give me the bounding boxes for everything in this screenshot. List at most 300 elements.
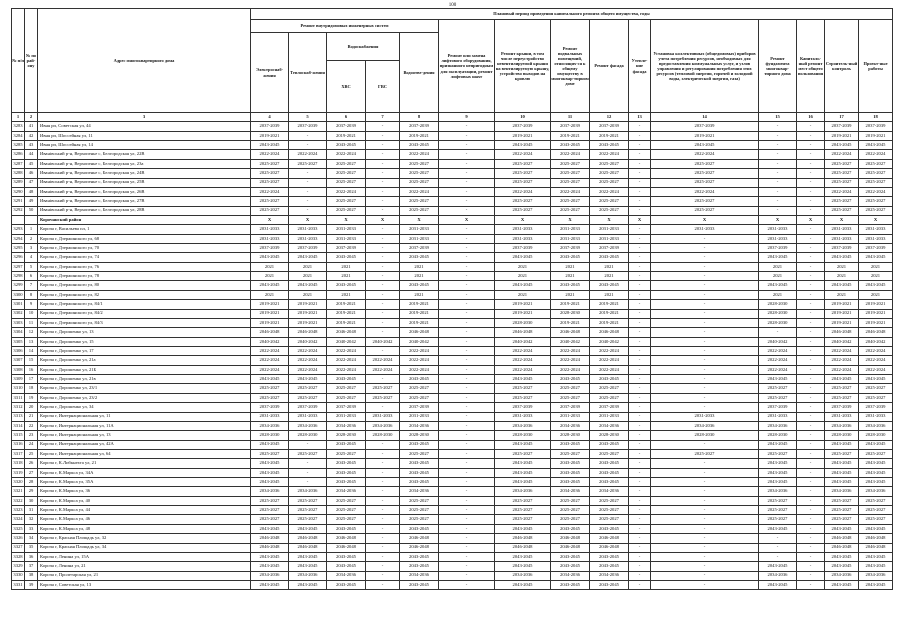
table-cell: - bbox=[366, 131, 400, 140]
table-cell: 2022-2024 bbox=[289, 356, 327, 365]
table-cell: - bbox=[439, 290, 495, 299]
table-cell: - bbox=[366, 253, 400, 262]
address-cell: Короча г, К.Маркса ул, 46 bbox=[38, 515, 251, 524]
table-cell: 2025-2027 bbox=[859, 515, 893, 524]
table-cell: 2034-2036 bbox=[859, 421, 893, 430]
table-cell: 2022-2024 bbox=[327, 365, 366, 374]
table-cell: 3290 bbox=[12, 187, 25, 196]
table-cell: 2025-2027 bbox=[495, 506, 551, 515]
table-cell: 2043-2045 bbox=[551, 524, 590, 533]
table-cell: 2043-2045 bbox=[551, 440, 590, 449]
address-cell: Короча г, Дзержинского ул, 78 bbox=[38, 272, 251, 281]
table-cell: 2043-2045 bbox=[251, 375, 289, 384]
table-cell: 2031-2033 bbox=[366, 412, 400, 421]
table-cell: 2040-2042 bbox=[859, 337, 893, 346]
table-cell: - bbox=[439, 131, 495, 140]
table-row bbox=[12, 478, 893, 487]
table-cell: 2025-2027 bbox=[289, 393, 327, 402]
table-cell: 3284 bbox=[12, 131, 25, 140]
table-cell: 2043-2045 bbox=[825, 141, 859, 150]
table-cell: 29 bbox=[25, 487, 38, 496]
table-cell: 3330 bbox=[12, 571, 25, 580]
table-cell: 2034-2036 bbox=[590, 421, 629, 430]
table-cell: 2022-2024 bbox=[495, 365, 551, 374]
table-cell: 2034-2036 bbox=[366, 421, 400, 430]
table-cell: - bbox=[289, 478, 327, 487]
table-cell: - bbox=[797, 169, 825, 178]
table-cell: - bbox=[439, 187, 495, 196]
table-cell: 2025-2027 bbox=[651, 178, 759, 187]
table-cell: 2025-2027 bbox=[551, 169, 590, 178]
table-cell: 2043-2045 bbox=[495, 524, 551, 533]
col-header-address: Адрес многоквартирного дома bbox=[38, 9, 251, 113]
table-cell: 2022-2024 bbox=[495, 346, 551, 355]
table-cell: 3303 bbox=[12, 318, 25, 327]
table-cell: - bbox=[629, 122, 651, 131]
table-cell: - bbox=[651, 393, 759, 402]
table-cell: 2021 bbox=[495, 272, 551, 281]
table-cell: 2043-2045 bbox=[327, 524, 366, 533]
table-cell: 3321 bbox=[12, 487, 25, 496]
table-cell: - bbox=[797, 580, 825, 589]
table-cell: 2022-2024 bbox=[400, 150, 439, 159]
table-row bbox=[12, 487, 893, 496]
table-cell: - bbox=[629, 506, 651, 515]
table-cell: 2037-2039 bbox=[495, 244, 551, 253]
table-cell: - bbox=[366, 346, 400, 355]
table-cell: - bbox=[651, 290, 759, 299]
table-row bbox=[12, 449, 893, 458]
table-cell: - bbox=[439, 515, 495, 524]
table-cell: 2034-2036 bbox=[251, 571, 289, 580]
table-cell: - bbox=[439, 468, 495, 477]
table-row bbox=[12, 309, 893, 318]
column-number: 14 bbox=[651, 113, 759, 122]
address-cell: Короча г, Пролетарская ул, 21 bbox=[38, 571, 251, 580]
table-cell: 2022-2024 bbox=[251, 346, 289, 355]
table-cell: 3292 bbox=[12, 206, 25, 215]
table-cell: - bbox=[366, 524, 400, 533]
table-cell: 2034-2036 bbox=[825, 421, 859, 430]
table-cell: 2028-2030 bbox=[551, 431, 590, 440]
table-cell: - bbox=[797, 281, 825, 290]
table-cell: 2022-2024 bbox=[289, 346, 327, 355]
table-cell: 2025-2027 bbox=[759, 449, 797, 458]
table-cell: 2043-2045 bbox=[590, 524, 629, 533]
table-cell: 2025-2027 bbox=[400, 197, 439, 206]
table-row bbox=[12, 234, 893, 243]
table-cell: - bbox=[439, 225, 495, 234]
table-cell: 2046-2048 bbox=[590, 534, 629, 543]
table-cell: - bbox=[651, 552, 759, 561]
table-cell: - bbox=[366, 159, 400, 168]
table-cell: 2043-2045 bbox=[590, 281, 629, 290]
table-cell: 2021 bbox=[825, 272, 859, 281]
table-cell: 2031-2033 bbox=[495, 412, 551, 421]
table-cell: 2043-2045 bbox=[400, 524, 439, 533]
table-cell: X bbox=[251, 215, 289, 224]
table-cell: 22 bbox=[25, 421, 38, 430]
table-cell: 2043-2045 bbox=[289, 580, 327, 589]
table-cell: - bbox=[629, 412, 651, 421]
table-cell: 2043-2045 bbox=[590, 562, 629, 571]
table-cell: 20 bbox=[25, 403, 38, 412]
table-cell: 2028-2030 bbox=[759, 431, 797, 440]
table-cell: 2025-2027 bbox=[590, 206, 629, 215]
table-cell: 2025-2027 bbox=[327, 178, 366, 187]
table-cell: 2019-2021 bbox=[327, 131, 366, 140]
table-cell: 2037-2039 bbox=[251, 122, 289, 131]
table-cell: 2019-2021 bbox=[289, 300, 327, 309]
table-cell: - bbox=[366, 225, 400, 234]
table-cell: - bbox=[651, 468, 759, 477]
table-cell: 2025-2027 bbox=[251, 449, 289, 458]
table-cell: - bbox=[366, 468, 400, 477]
table-cell: - bbox=[366, 543, 400, 552]
table-cell: - bbox=[759, 150, 797, 159]
table-cell: - bbox=[797, 375, 825, 384]
table-cell: 2022-2024 bbox=[366, 356, 400, 365]
table-cell: 2040-2042 bbox=[825, 337, 859, 346]
table-cell: 2043-2045 bbox=[590, 440, 629, 449]
table-cell: - bbox=[797, 478, 825, 487]
table-cell: 2025-2027 bbox=[825, 206, 859, 215]
table-cell: - bbox=[797, 449, 825, 458]
table-cell: 3297 bbox=[12, 262, 25, 271]
table-cell: 2043-2045 bbox=[400, 459, 439, 468]
table-cell: - bbox=[629, 403, 651, 412]
table-cell: X bbox=[439, 215, 495, 224]
table-cell: 2043-2045 bbox=[251, 281, 289, 290]
table-row bbox=[12, 580, 893, 589]
table-cell: 3311 bbox=[12, 393, 25, 402]
table-cell: 2025-2027 bbox=[327, 159, 366, 168]
table-cell: - bbox=[651, 524, 759, 533]
district-header-row bbox=[12, 215, 893, 224]
table-cell: 2043-2045 bbox=[327, 375, 366, 384]
table-cell: - bbox=[629, 468, 651, 477]
table-cell: 2019-2021 bbox=[251, 131, 289, 140]
table-cell: 2019-2021 bbox=[590, 318, 629, 327]
table-cell: - bbox=[797, 571, 825, 580]
address-cell: Короча г, К.Маркса ул, 34А bbox=[38, 468, 251, 477]
page-number: 100 bbox=[448, 3, 457, 8]
table-cell: - bbox=[439, 309, 495, 318]
table-cell: 2025-2027 bbox=[251, 169, 289, 178]
table-cell: 3319 bbox=[12, 468, 25, 477]
table-row bbox=[12, 150, 893, 159]
table-cell: 9 bbox=[25, 300, 38, 309]
table-cell: 4 bbox=[25, 253, 38, 262]
table-cell: 37 bbox=[25, 562, 38, 571]
address-cell: Короча г, Дорошенко ул, 17 bbox=[38, 346, 251, 355]
table-cell: - bbox=[439, 253, 495, 262]
table-cell: X bbox=[327, 215, 366, 224]
address-cell: Короча г, Красная Площадь ул, 34 bbox=[38, 543, 251, 552]
table-cell: X bbox=[551, 215, 590, 224]
table-cell: 2037-2039 bbox=[289, 122, 327, 131]
table-cell: 2043-2045 bbox=[825, 562, 859, 571]
table-cell: 2025-2027 bbox=[289, 515, 327, 524]
table-row bbox=[12, 468, 893, 477]
table-cell: - bbox=[629, 449, 651, 458]
table-cell: 2025-2027 bbox=[551, 393, 590, 402]
table-cell: - bbox=[797, 309, 825, 318]
table-cell: - bbox=[366, 534, 400, 543]
table-cell: 2022-2024 bbox=[759, 346, 797, 355]
table-cell: 2043-2045 bbox=[859, 552, 893, 561]
table-row bbox=[12, 187, 893, 196]
plan-period-title: Плановый период проведения капитального ремонта общего имущества, годы bbox=[251, 9, 893, 20]
table-cell: - bbox=[651, 543, 759, 552]
table-cell: 3316 bbox=[12, 440, 25, 449]
table-cell: 2025-2027 bbox=[327, 449, 366, 458]
table-cell: - bbox=[629, 524, 651, 533]
table-cell: 21 bbox=[25, 412, 38, 421]
table-cell: 2019-2021 bbox=[327, 309, 366, 318]
table-cell: - bbox=[651, 571, 759, 580]
table-cell: 2031-2033 bbox=[759, 412, 797, 421]
table-row bbox=[12, 206, 893, 215]
column-number: 10 bbox=[495, 113, 551, 122]
table-cell: 2043-2045 bbox=[859, 478, 893, 487]
table-cell: 2021 bbox=[825, 262, 859, 271]
table-cell: 3296 bbox=[12, 253, 25, 262]
table-cell: 2034-2036 bbox=[289, 571, 327, 580]
table-cell: 2043-2045 bbox=[759, 580, 797, 589]
address-cell: Короча г, Дорошенко ул, 21Б bbox=[38, 365, 251, 374]
table-cell: - bbox=[629, 318, 651, 327]
table-cell: - bbox=[797, 197, 825, 206]
address-cell: Короча г, Дорошенко ул, 21а bbox=[38, 356, 251, 365]
table-cell: - bbox=[759, 328, 797, 337]
table-cell: 2021 bbox=[859, 262, 893, 271]
table-cell: - bbox=[797, 506, 825, 515]
table-cell: 15 bbox=[25, 356, 38, 365]
table-cell: - bbox=[439, 534, 495, 543]
table-cell: - bbox=[629, 571, 651, 580]
table-cell: 2019-2021 bbox=[551, 300, 590, 309]
table-cell: - bbox=[439, 478, 495, 487]
table-cell: 2043-2045 bbox=[759, 253, 797, 262]
address-cell: Короча г, Ленина ул, 15А bbox=[38, 552, 251, 561]
table-cell: 2019-2021 bbox=[859, 300, 893, 309]
col-header-roof: Ремонт крыши, в том числе переустройство невентилируемой крыши на вентилируемую крышу, устройство выходов на кровлю bbox=[495, 20, 551, 113]
table-cell: - bbox=[629, 393, 651, 402]
table-cell: 2025-2027 bbox=[327, 206, 366, 215]
table-cell: 2043-2045 bbox=[551, 562, 590, 571]
table-cell: 2021 bbox=[590, 262, 629, 271]
table-cell: 2025-2027 bbox=[400, 515, 439, 524]
table-row bbox=[12, 571, 893, 580]
table-cell: 3304 bbox=[12, 328, 25, 337]
table-cell: 2021 bbox=[289, 272, 327, 281]
table-cell: - bbox=[797, 225, 825, 234]
table-cell: - bbox=[629, 300, 651, 309]
table-cell: 2043-2045 bbox=[251, 580, 289, 589]
table-row bbox=[12, 141, 893, 150]
table-cell: 2021 bbox=[495, 262, 551, 271]
table-cell: 2019-2021 bbox=[590, 300, 629, 309]
table-cell: 31 bbox=[25, 506, 38, 515]
table-row bbox=[12, 459, 893, 468]
table-cell: 2021 bbox=[327, 272, 366, 281]
table-cell: 2019-2021 bbox=[400, 131, 439, 140]
table-row bbox=[12, 253, 893, 262]
table-cell: - bbox=[366, 580, 400, 589]
table-cell: - bbox=[651, 459, 759, 468]
table-cell: - bbox=[439, 346, 495, 355]
address-cell: Ивня рп, Советская ул, 44 bbox=[38, 122, 251, 131]
table-cell: - bbox=[629, 141, 651, 150]
table-cell: 2040-2042 bbox=[759, 337, 797, 346]
address-cell: Короча г, Дзержинского ул, 76 bbox=[38, 262, 251, 271]
table-cell: - bbox=[366, 187, 400, 196]
table-cell: 3295 bbox=[12, 244, 25, 253]
table-cell: 2025-2027 bbox=[859, 169, 893, 178]
table-cell: 3326 bbox=[12, 534, 25, 543]
table-cell: - bbox=[289, 459, 327, 468]
table-cell: - bbox=[439, 300, 495, 309]
table-cell: 2028-2030 bbox=[651, 431, 759, 440]
table-cell: 2031-2033 bbox=[825, 234, 859, 243]
table-cell: 2025-2027 bbox=[825, 384, 859, 393]
table-cell: 42 bbox=[25, 131, 38, 140]
table-cell: - bbox=[629, 197, 651, 206]
table-cell: 2025-2027 bbox=[825, 178, 859, 187]
table-cell: 50 bbox=[25, 206, 38, 215]
table-cell: 2021 bbox=[551, 290, 590, 299]
table-cell: 2034-2036 bbox=[551, 487, 590, 496]
table-cell: 2025-2027 bbox=[651, 169, 759, 178]
table-cell: 2025-2027 bbox=[251, 178, 289, 187]
table-cell: 2028-2030 bbox=[759, 309, 797, 318]
table-cell: 2043-2045 bbox=[759, 375, 797, 384]
table-cell: - bbox=[629, 562, 651, 571]
table-cell: 2037-2039 bbox=[400, 244, 439, 253]
table-cell: - bbox=[651, 346, 759, 355]
table-cell: - bbox=[289, 169, 327, 178]
table-cell: 2025-2027 bbox=[289, 159, 327, 168]
table-cell: 2025-2027 bbox=[859, 506, 893, 515]
table-cell: 2022-2024 bbox=[251, 150, 289, 159]
table-cell: 2025-2027 bbox=[327, 197, 366, 206]
table-cell: - bbox=[439, 356, 495, 365]
table-cell: 2025-2027 bbox=[495, 159, 551, 168]
table-row bbox=[12, 384, 893, 393]
table-cell: - bbox=[366, 375, 400, 384]
table-cell: 2019-2021 bbox=[859, 318, 893, 327]
table-cell: 2025-2027 bbox=[859, 384, 893, 393]
table-cell: - bbox=[651, 309, 759, 318]
table-cell: 2019-2021 bbox=[825, 131, 859, 140]
table-cell: - bbox=[629, 225, 651, 234]
table-cell: 25 bbox=[25, 449, 38, 458]
table-cell: 2043-2045 bbox=[495, 468, 551, 477]
table-cell: - bbox=[797, 393, 825, 402]
table-row bbox=[12, 318, 893, 327]
table-cell: 28 bbox=[25, 478, 38, 487]
table-cell: 2043-2045 bbox=[551, 552, 590, 561]
table-cell: 2043-2045 bbox=[327, 141, 366, 150]
table-cell: 2025-2027 bbox=[590, 393, 629, 402]
table-cell: 2021 bbox=[251, 272, 289, 281]
table-cell: - bbox=[366, 562, 400, 571]
table-row bbox=[12, 131, 893, 140]
table-cell: 2025-2027 bbox=[859, 197, 893, 206]
table-cell: - bbox=[366, 449, 400, 458]
table-cell: 2025-2027 bbox=[551, 384, 590, 393]
table-cell: 2028-2030 bbox=[251, 431, 289, 440]
table-cell: 2043-2045 bbox=[825, 253, 859, 262]
table-cell: - bbox=[439, 206, 495, 215]
table-cell: 2025-2027 bbox=[825, 159, 859, 168]
table-cell: - bbox=[366, 150, 400, 159]
table-cell: 2022-2024 bbox=[551, 365, 590, 374]
table-cell: 2022-2024 bbox=[551, 356, 590, 365]
table-cell: - bbox=[797, 356, 825, 365]
table-cell: 2040-2042 bbox=[590, 337, 629, 346]
table-cell: 2043-2045 bbox=[400, 580, 439, 589]
table-cell: 2019-2021 bbox=[251, 318, 289, 327]
group-header-water: Водоснабжения bbox=[327, 33, 400, 61]
table-cell: 2019-2021 bbox=[859, 131, 893, 140]
table-cell: 27 bbox=[25, 468, 38, 477]
table-cell: - bbox=[797, 122, 825, 131]
table-cell: - bbox=[797, 141, 825, 150]
table-cell: 2043-2045 bbox=[759, 459, 797, 468]
table-cell: - bbox=[629, 309, 651, 318]
table-cell: - bbox=[629, 346, 651, 355]
table-cell: 46 bbox=[25, 169, 38, 178]
table-cell: - bbox=[439, 459, 495, 468]
table-cell: - bbox=[651, 478, 759, 487]
table-cell: - bbox=[439, 178, 495, 187]
table-cell: 18 bbox=[25, 384, 38, 393]
table-cell: - bbox=[289, 178, 327, 187]
table-cell: 2043-2045 bbox=[327, 468, 366, 477]
table-cell: 2031-2033 bbox=[859, 234, 893, 243]
table-cell: 2031-2033 bbox=[759, 234, 797, 243]
table-cell: 3309 bbox=[12, 375, 25, 384]
table-cell: - bbox=[629, 169, 651, 178]
table-cell: - bbox=[439, 431, 495, 440]
table-cell: 2034-2036 bbox=[327, 487, 366, 496]
table-cell: 2043-2045 bbox=[327, 281, 366, 290]
table-cell: 2022-2024 bbox=[400, 346, 439, 355]
table-cell: 2019-2021 bbox=[825, 318, 859, 327]
table-cell bbox=[12, 215, 25, 224]
table-cell: 2031-2033 bbox=[651, 225, 759, 234]
table-cell: 2046-2048 bbox=[551, 534, 590, 543]
table-cell: 2046-2048 bbox=[859, 328, 893, 337]
table-cell: 2043-2045 bbox=[590, 552, 629, 561]
table-cell: 16 bbox=[25, 365, 38, 374]
address-cell: Короча г, Дорошенко ул, 21в bbox=[38, 375, 251, 384]
table-cell: 10 bbox=[25, 309, 38, 318]
table-cell: 2025-2027 bbox=[551, 515, 590, 524]
table-cell: 2043-2045 bbox=[400, 253, 439, 262]
table-row bbox=[12, 440, 893, 449]
table-cell: - bbox=[366, 478, 400, 487]
table-cell: 2022-2024 bbox=[289, 150, 327, 159]
table-cell: 2043-2045 bbox=[551, 141, 590, 150]
table-cell: 2037-2039 bbox=[495, 122, 551, 131]
table-cell: 2046-2048 bbox=[400, 328, 439, 337]
table-cell: 2028-2030 bbox=[400, 431, 439, 440]
table-cell: 2022-2024 bbox=[327, 356, 366, 365]
table-cell: - bbox=[629, 131, 651, 140]
